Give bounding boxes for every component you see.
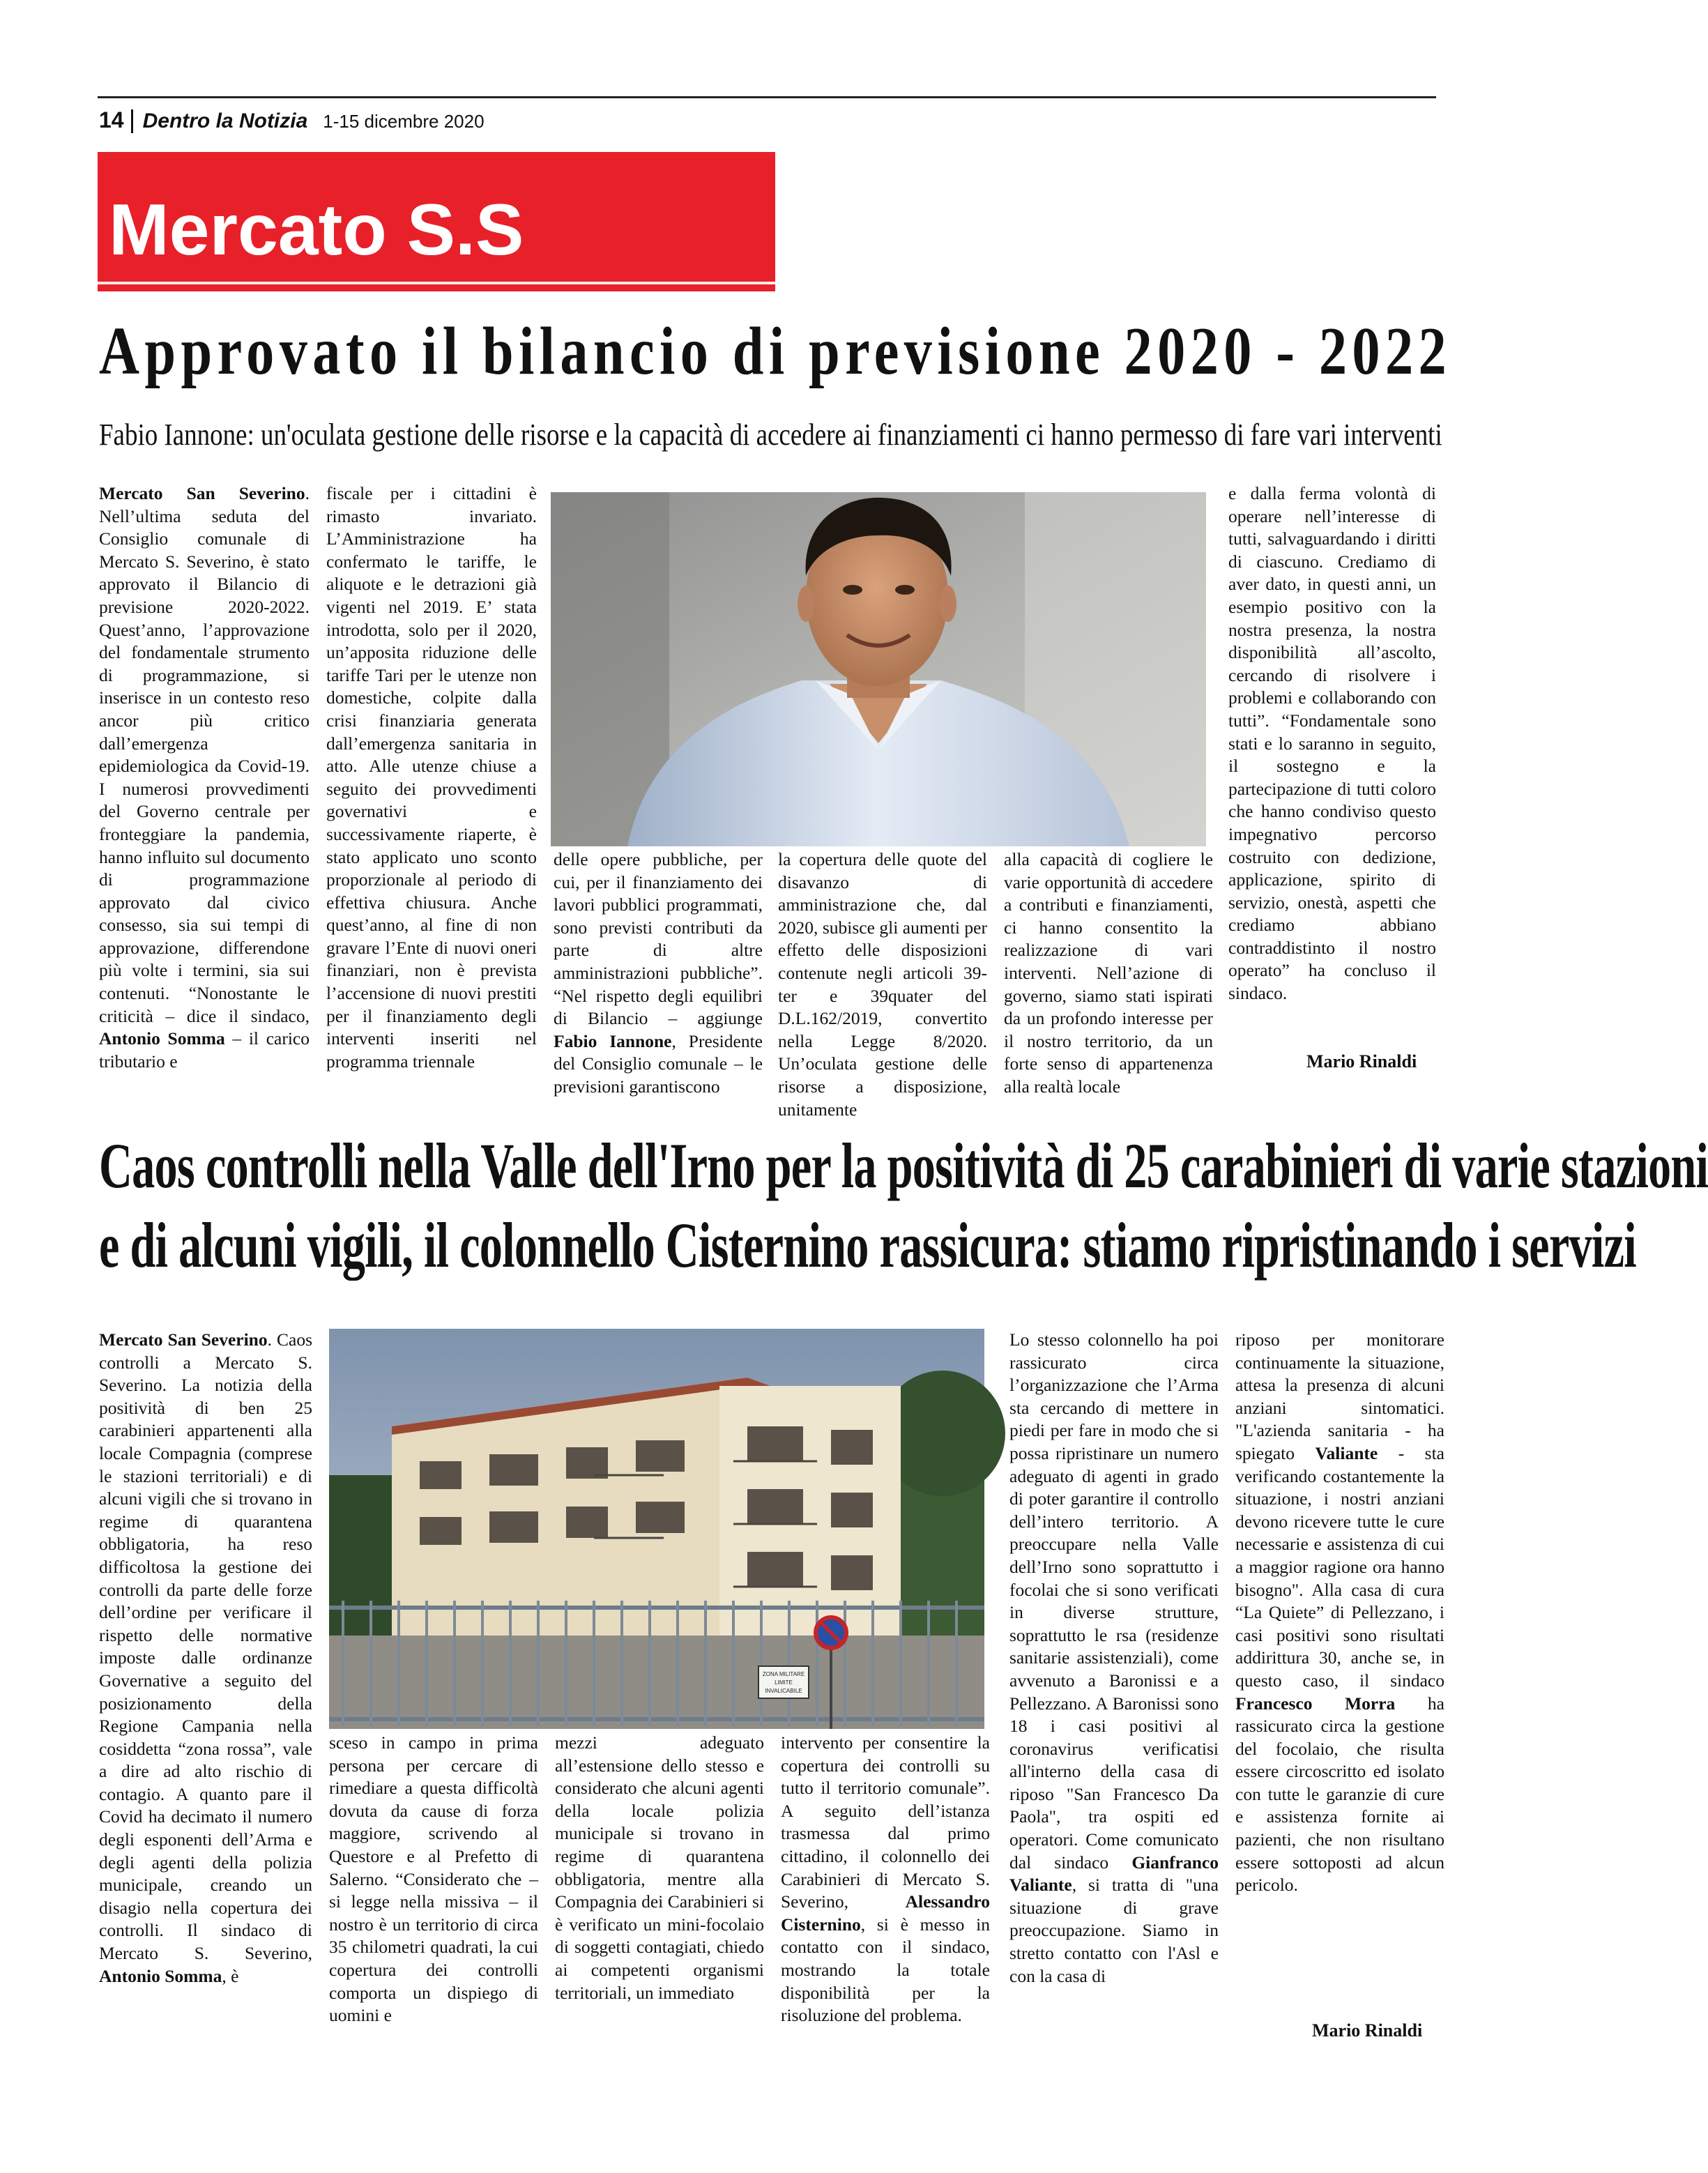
- article1-byline: Mario Rinaldi: [1306, 1051, 1417, 1072]
- page-header: [99, 107, 485, 135]
- sign-text-line-1: ZONA MILITARE: [762, 1671, 805, 1677]
- article1-column-6: e dalla ferma volontà di operare nell’interesse di tutti, salvaguardando i diritti di ciascuno. Crediamo di aver dato, in questi anni, un esempio positivo con la nostra presenza, la nostra disponibilità all’ascolto, cercando di risolvere i problemi e collaborando con tutti”. “Fondamentale sono stati e lo saranno in seguito, il sostegno e la partecipazione di tutti coloro che hanno condiviso questo impegnativo percorso costruito con dedizione, applicazione, spirito di servizio, onestà, aspetti che crediamo abbiano contraddistinto il nostro operato” ha concluso il sindaco.: [1228, 483, 1436, 1004]
- article2-column-4: intervento per consentire la copertura dei controlli su tutto il territorio comunale”. A seguito dell’istanza trasmessa dal primo cittadino, il colonnello dei Carabinieri di Mercato S. Severino, Alessandro Cisternino, si è messo in contatto con il sindaco, mostrando la totale disponibilità per la risoluzione del problema.: [781, 1732, 990, 2026]
- section-banner: [98, 152, 775, 291]
- page-number: 14: [99, 107, 124, 132]
- publication-name: Dentro la Notizia: [142, 109, 308, 132]
- article1-column-4: la copertura delle quote del disavanzo di amministrazione che, dal 2020, subisce gli aumenti per effetto delle disposizioni contenute negli articoli 39-ter e 39quater del D.L.162/2019, convertito nella Legge 8/2020. Un’oculata gestione delle risorse a disposizione, unitamente: [778, 849, 987, 1120]
- article1-column-1: Mercato San Severino. Nell’ultima seduta del Consiglio comunale di Mercato S. Severino, è stato approvato il Bilancio di previsione 2020-2022. Quest’anno, l’approvazione del fondamentale strumento di programmazione, si inserisce in un contesto reso ancor più critico dall’emergenza epidemiologica da Covid-19. I numerosi provvedimenti del Governo centrale per fronteggiare la pandemia, hanno influito sul documento di programmazione approvato dal civico consesso, sia sui tempi di approvazione, differendone più volte i termini, sia sui contenuti. “Nonostante le criticità – dice il sindaco, Antonio Somma – il carico tributario e: [99, 483, 310, 1072]
- section-underline: [98, 282, 775, 284]
- article1-column-2: fiscale per i cittadini è rimasto invariato. L’Amministrazione ha confermato le tariffe, le aliquote e le detrazioni già vigenti nel 2019. E’ stata introdotta, solo per il 2020, un’apposita riduzione delle tariffe Tari per le utenze non domestiche, colpite dalla crisi finanziaria generata dall’emergenza sanitaria in atto. Alle utenze chiuse a seguito dei provvedimenti governativi e successivamente riaperte, è stato applicato uno sconto proporzionale al periodo di effettiva chiusura. Anche quest’anno, al fine di non gravare l’Ente di nuovi oneri finanziari, non è prevista l’accensione di nuovi prestiti per il finanziamento degli interventi inseriti nel programma triennale: [326, 483, 537, 1072]
- barracks-photo: [329, 1329, 984, 1729]
- portrait-photo: [551, 492, 1206, 846]
- article1-subheadline: Fabio Iannone: un'oculata gestione delle risorse e la capacità di accedere ai finanziamenti ci hanno permesso di fare vari interventi: [99, 418, 1442, 452]
- article1-headline: Approvato il bilancio di previsione 2020 - 2022: [99, 314, 1452, 389]
- sign-text-line-3: INVALICABILE: [765, 1688, 802, 1694]
- article2-headline-line-2: e di alcuni vigili, il colonnello Cisternino rassicura: stiamo ripristinando i servizi: [99, 1210, 1636, 1281]
- article1-column-3: delle opere pubbliche, per cui, per il finanziamento dei lavori pubblici programmati, sono previsti contributi da parte di altre amministrazioni pubbliche”. “Nel rispetto degli equilibri di Bilancio – aggiunge Fabio Iannone, Presidente del Consiglio comunale – le previsioni garantiscono: [554, 849, 763, 1097]
- article2-byline: Mario Rinaldi: [1312, 2020, 1423, 2041]
- article2-headline-line-1: Caos controlli nella Valle dell'Irno per la positività di 25 carabinieri di varie stazioni: [99, 1130, 1708, 1201]
- issue-date: 1-15 dicembre 2020: [323, 111, 485, 132]
- sign-text-line-2: LIMITE: [775, 1679, 793, 1686]
- section-title: Mercato S.S: [109, 190, 524, 270]
- article2-column-6: riposo per monitorare continuamente la situazione, attesa la presenza di alcuni anziani sintomatici. "L'azienda sanitaria - ha spiegato Valiante - sta verificando costantemente la situazione, i nostri anziani devono ricevere tutte le cure necessarie e assistenza di cui a maggior ragione ora hanno bisogno". Alla casa di cura “La Quiete” di Pellezzano, i casi positivi sono risultati addirittura 30, anche se, in questo caso, il sindaco Francesco Morra ha rassicurato circa la gestione del focolaio, che risulta essere circoscritto ed isolato con tutte le garanzie di cure e assistenza fornite ai pazienti, che non risultano essere sottoposti ad alcun pericolo.: [1235, 1329, 1444, 1896]
- article2-column-2: sceso in campo in prima persona per cercare di rimediare a questa difficoltà dovuta da cause di forza maggiore, scrivendo al Questore e al Prefetto di Salerno. “Considerato che – si legge nella missiva – il nostro è un territorio di circa 35 chilometri quadrati, la cui copertura dei controlli comporta un dispiego di uomini e: [329, 1732, 538, 2026]
- article2-column-1: Mercato San Severino. Caos controlli a Mercato S. Severino. La notizia della positività di ben 25 carabinieri appartenenti alla locale Compagnia (comprese le stazioni territoriali) e di alcuni vigili che si trovano in regime di quarantena obbligatoria, ha reso difficoltosa la gestione dei controlli da parte delle forze dell’ordine per verificare il rispetto delle normative imposte dalle ordinanze Governative a seguito del posizionamento della Regione Campania nella cosiddetta “zona rossa”, vale a dire ad alto rischio di contagio. A quanto pare il Covid ha decimato il numero degli esponenti dell’Arma e degli agenti della polizia municipale, creando un disagio nella copertura dei controlli. Il sindaco di Mercato S. Severino, Antonio Somma, è: [99, 1329, 312, 1986]
- article2-column-5: Lo stesso colonnello ha poi rassicurato circa l’organizzazione che l’Arma sta cercando di mettere in piedi per fare in modo che si possa ripristinare un numero adeguato di agenti in grado di poter garantire il controllo dell’intero territorio. A preoccupare nella Valle dell’Irno sono soprattutto i focolai che si sono verificati in diverse strutture, soprattutto le rsa (residenze sanitarie assistenziali), come avvenuto a Baronissi e a Pellezzano. A Baronissi sono 18 i casi positivi al coronavirus verificatisi all'interno della casa di riposo "San Francesco Da Paola", tra ospiti ed operatori. Come comunicato dal sindaco Gianfranco Valiante, si tratta di "una situazione di grave preoccupazione. Siamo in stretto contatto con l'Asl e con la casa di: [1009, 1329, 1219, 1986]
- header-separator: [131, 109, 133, 133]
- article2-column-3: mezzi adeguato all’estensione dello stesso e considerato che alcuni agenti della locale polizia municipale si trovano in regime di quarantena obbligatoria, mentre alla Compagnia dei Carabinieri si è verificato un mini-focolaio di soggetti contagiati, chiedo ai competenti organismi territoriali, un immediato: [555, 1732, 764, 2003]
- article1-column-5: alla capacità di cogliere le varie opportunità di accedere a contributi e finanziamenti, ci hanno consentito la realizzazione di vari interventi. Nell’azione di governo, siamo stati ispirati da un profondo interesse per il nostro territorio, da un forte senso di appartenenza alla realtà locale: [1004, 849, 1213, 1097]
- header-rule: [98, 96, 1436, 98]
